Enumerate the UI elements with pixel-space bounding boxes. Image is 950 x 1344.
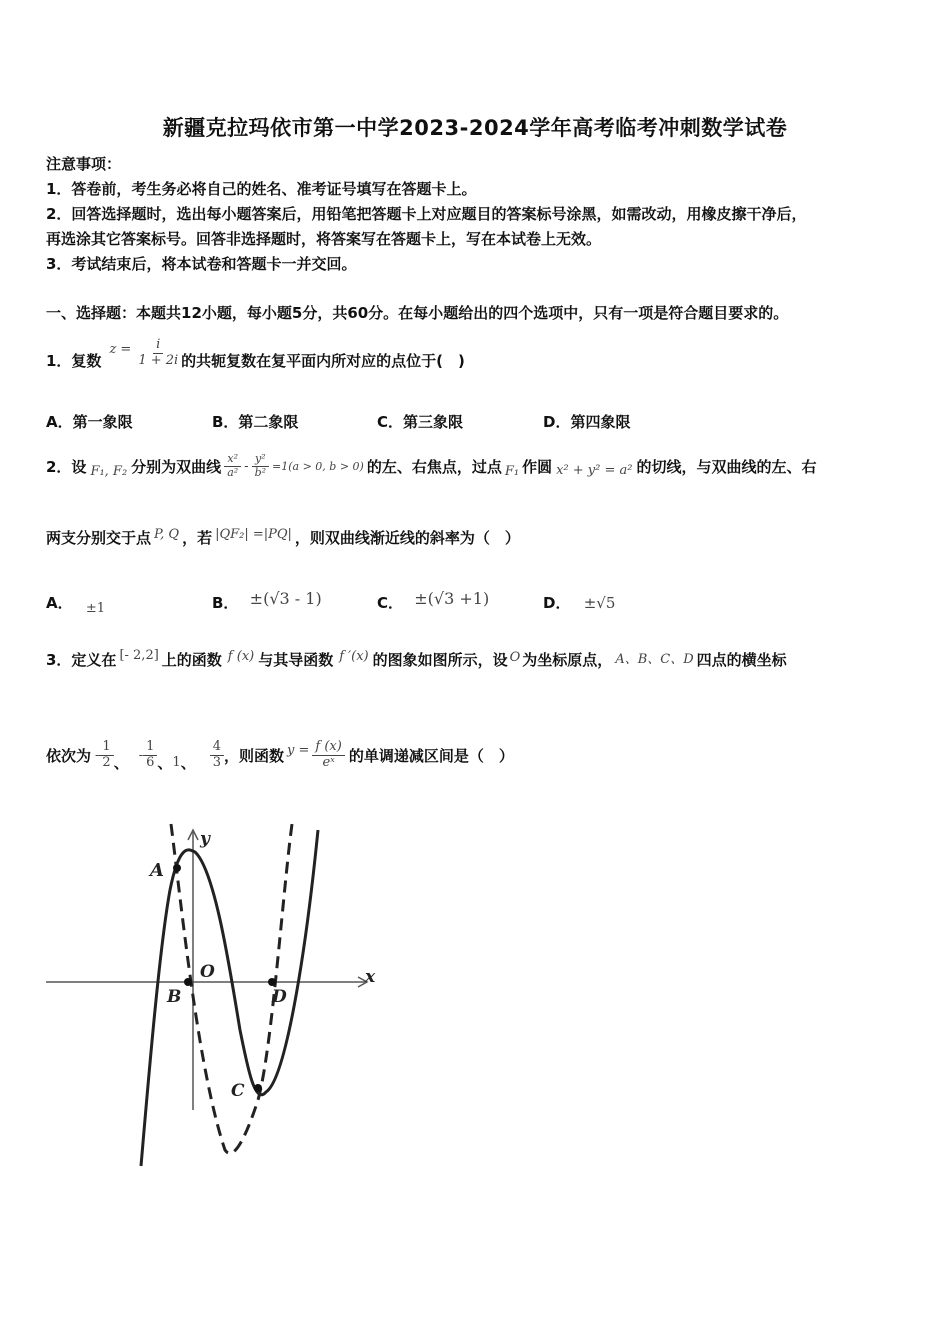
q3-y-eq: y = <box>287 742 310 758</box>
q3-fx: f (x) <box>227 648 255 664</box>
q2-text-6: ，若 <box>182 528 213 547</box>
q3-fn-num: f (x) <box>312 740 344 756</box>
q2-option-b <box>212 588 322 612</box>
label-y: y <box>200 829 210 849</box>
q2-text-3: 作圆 <box>522 457 553 476</box>
q3-fpx: f ′(x) <box>339 648 369 664</box>
q2-text-5: 两支分别交于点 <box>46 528 152 547</box>
q2-a2: a² <box>227 465 239 479</box>
q3-v4-den: 3 <box>212 754 221 770</box>
point-b <box>184 978 192 986</box>
q3-v3: 1 <box>172 754 181 770</box>
q1-option-b: B．第二象限 <box>212 413 299 431</box>
q1-option-a: A．第一象限 <box>46 413 133 431</box>
q3-v4-num: 4 <box>210 740 224 756</box>
q2-foci: F₁, F₂ <box>90 463 128 479</box>
question-3 <box>46 642 787 676</box>
page-title: 新疆克拉玛依市第一中学2023-2024学年高考临考冲刺数学试卷 <box>162 116 788 140</box>
q2-b2: b² <box>254 465 267 479</box>
q3-v1-sign: - <box>95 747 100 763</box>
q3-points: A、B、C、D <box>615 651 694 667</box>
q2-abs-condition: |QF₂| =|PQ| <box>215 526 292 542</box>
notice-item-2-cont: 再选涂其它答案标号。回答非选择题时，将答案写在答题卡上，写在本试卷上无效。 <box>46 230 602 248</box>
q3-sep-3: 、 <box>180 753 196 772</box>
q3-v1-den: 2 <box>102 754 111 770</box>
label-a: A <box>150 860 164 881</box>
q2-points: P, Q <box>154 526 180 542</box>
q2-text-2: 的左、右焦点，过点 <box>366 457 502 476</box>
q1-option-c: C．第三象限 <box>377 413 464 431</box>
q2-text-4: 的切线，与双曲线的左、右 <box>636 457 817 476</box>
q2-text-7: ，则双曲线渐近线的斜率为（ ） <box>294 528 520 547</box>
q2-option-d <box>543 592 615 613</box>
q1-numerator: i <box>153 338 163 354</box>
q2-option-d-value: ±√5 <box>583 594 616 612</box>
q2-f1: F₁ <box>504 463 520 479</box>
q1-fraction <box>135 338 181 369</box>
q1-z-eq: z = <box>109 341 132 357</box>
q3-text-1: 上的函数 <box>161 650 222 669</box>
q2-option-c-value: ±(√3 +1) <box>414 589 490 608</box>
q3-v1-num: 1 <box>99 740 113 756</box>
q1-denominator: 1 + 2i <box>138 352 179 368</box>
q3-interval: [- 2,2] <box>119 647 159 663</box>
q2-x2: x² <box>224 453 241 467</box>
q3-fn-den: eˣ <box>322 754 335 770</box>
q2-text-1: 分别为双曲线 <box>131 457 222 476</box>
q3-sep-1: 、 <box>113 753 129 772</box>
section-heading: 一、选择题：本题共12小题，每小题5分，共60分。在每小题给出的四个选项中，只有一项是符合题目要求的。 <box>46 304 789 322</box>
q2-option-b-value: ±(√3 - 1) <box>249 589 322 608</box>
q1-option-d: D．第四象限 <box>543 413 631 431</box>
q1-number: 1．复数 <box>46 351 102 370</box>
q2-minus: - <box>244 458 249 474</box>
q2-line-2 <box>46 522 520 552</box>
q3-text-2: 与其导函数 <box>258 650 334 669</box>
q3-text-3: 的图象如图所示，设 <box>372 650 508 669</box>
question-1 <box>46 328 465 378</box>
label-d: D <box>272 987 287 1007</box>
q3-v2-den: 6 <box>146 754 155 770</box>
q3-line-2 <box>46 728 514 782</box>
q3-text-7: ，则函数 <box>224 746 285 765</box>
notice-heading: 注意事项： <box>46 155 122 173</box>
q2-number: 2．设 <box>46 457 87 476</box>
q3-text-6: 依次为 <box>46 746 92 765</box>
function-graph <box>40 810 390 1170</box>
point-c <box>254 1084 262 1092</box>
q3-v1 <box>99 740 113 771</box>
q3-v2-sign: - <box>138 747 144 763</box>
label-b: B <box>167 987 182 1007</box>
q3-v2-num: 1 <box>143 740 157 756</box>
label-origin: O <box>200 962 215 982</box>
point-a <box>173 864 181 872</box>
question-2 <box>46 443 816 489</box>
q2-option-a-label: A． <box>46 594 73 612</box>
q3-function <box>312 740 344 771</box>
q2-circle: x² + y² = a² <box>556 462 633 478</box>
q3-sep-2: 、 <box>157 753 173 772</box>
q2-option-c-label: C． <box>377 594 404 612</box>
q2-frac-y <box>252 453 269 479</box>
q3-v2 <box>143 740 157 771</box>
notice-item-1: 1．答卷前，考生务必将自己的姓名、准考证号填写在答题卡上。 <box>46 180 477 198</box>
q2-frac-x <box>224 453 241 479</box>
q2-condition: =1(a > 0, b > 0) <box>272 459 364 473</box>
q1-text: 的共轭复数在复平面内所对应的点位于( ) <box>181 351 465 370</box>
q2-option-d-label: D． <box>543 594 571 612</box>
q2-option-a-value: ±1 <box>85 601 106 616</box>
q2-option-a <box>46 592 106 616</box>
q2-y2: y² <box>252 453 269 467</box>
notice-item-3: 3．考试结束后，将本试卷和答题卡一并交回。 <box>46 255 357 273</box>
label-c: C <box>231 1081 245 1101</box>
q2-option-c <box>377 588 490 612</box>
q3-text-4: 为坐标原点， <box>522 650 613 669</box>
q3-text-8: 的单调递减区间是（ ） <box>348 746 514 765</box>
q3-v4 <box>210 740 224 771</box>
q3-origin-symbol: O <box>509 649 521 665</box>
label-x: x <box>365 967 376 987</box>
point-d <box>268 978 276 986</box>
q3-text-5: 四点的横坐标 <box>696 650 787 669</box>
q3-number: 3．定义在 <box>46 650 117 669</box>
notice-item-2: 2．回答选择题时，选出每小题答案后，用铅笔把答题卡上对应题目的答案标号涂黑，如需改动，用橡皮擦干净后， <box>46 205 807 223</box>
q2-option-b-label: B． <box>212 594 239 612</box>
